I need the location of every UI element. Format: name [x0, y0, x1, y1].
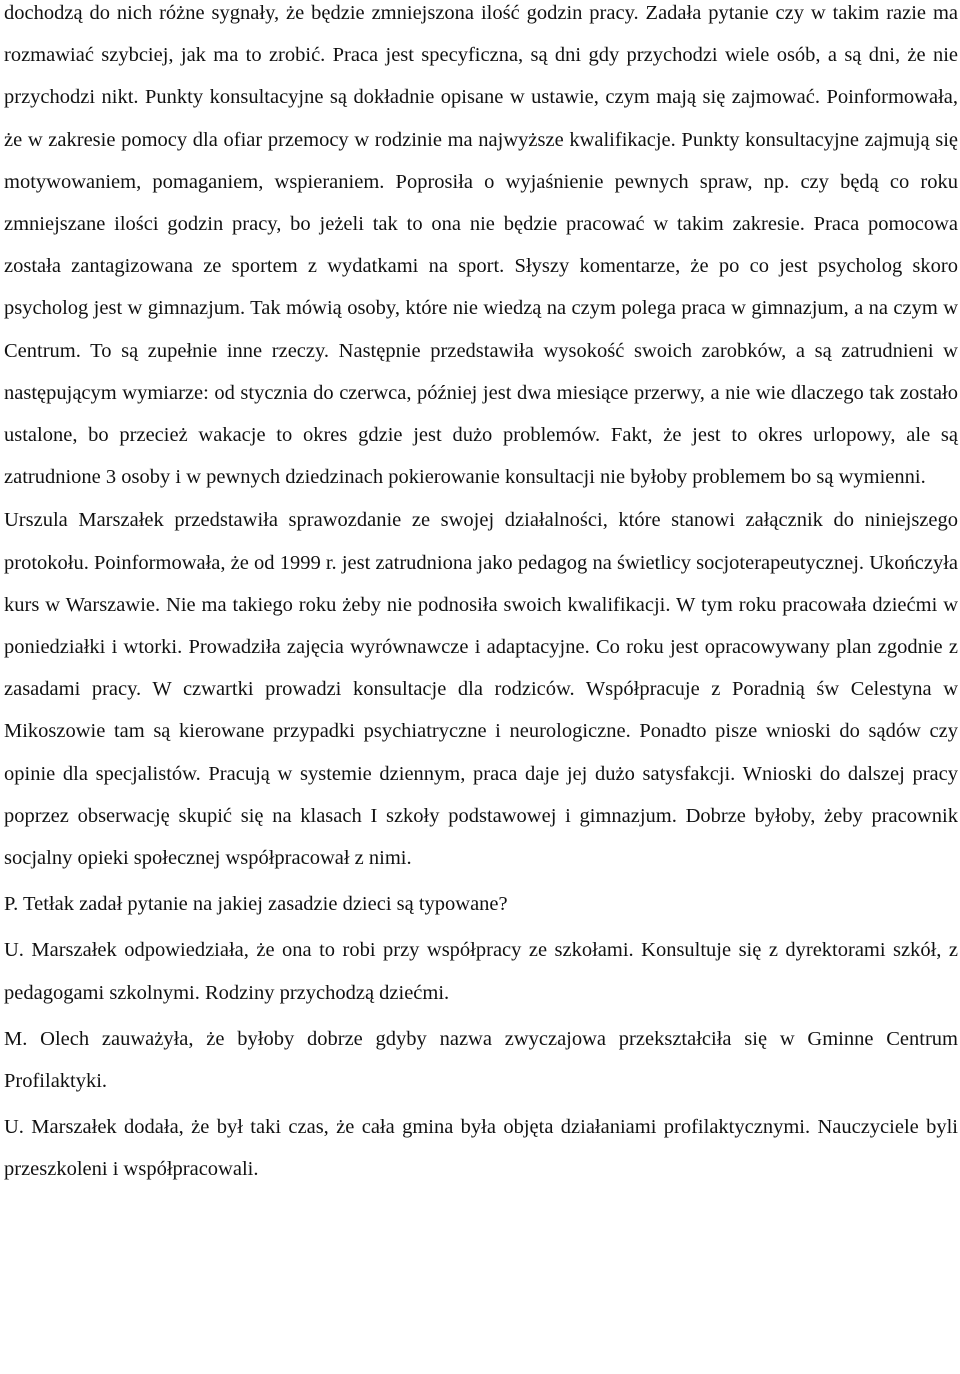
paragraph-psychologist-report: dochodzą do nich różne sygnały, że będzie zmniejszona ilość godzin pracy. Zadała pytanie czy w takim razie ma rozmawiać szybciej, jak ma to zrobić. Praca jest specyficzna, są dni gdy przychodzi wiele osób, a są dni, że nie przychodzi nikt. Punkty konsultacyjne są dokładnie opisane w ustawie, czym mają się zajmować. Poinformowała, że w zakresie pomocy dla ofiar przemocy w rodzinie ma najwyższe kwalifikacje. Punkty konsultacyjne zajmują się motywowaniem, pomaganiem, wspieraniem. Poprosiła o wyjaśnienie pewnych spraw, np. czy będą co roku zmniejszane ilości godzin pracy, bo jeżeli tak to ona nie będzie pracować w takim zakresie. Praca pomocowa została zantagizowana ze sportem z wydatkami na sport. Słyszy komentarze, że po co jest psycholog skoro psycholog jest w gimnazjum. Tak mówią osoby, które nie wiedzą na czym polega praca w gimnazjum, a na czym w Centrum. To są zupełnie inne rzeczy. Następnie przedstawiła wysokość swoich zarobków, a są zatrudnieni w następującym wymiarze: od stycznia do czerwca, później jest dwa miesiące przerwy, a nie wie dlaczego tak zostało ustalone, bo przecież wakacje to okres gdzie jest dużo problemów. Fakt, że jest to okres urlopowy, ale są zatrudnione 3 osoby i w pewnych dziedzinach pokierowanie konsultacji nie byłoby problemem bo są wymienni.	[4, 2, 958, 489]
document-page	[4, 0, 958, 1191]
paragraph-olech-remark: M. Olech zauważyła, że byłoby dobrze gdyby nazwa zwyczajowa przekształciła się w Gminne Centrum Profilaktyki.	[4, 1027, 958, 1093]
paragraph-tetlak-question: P. Tetłak zadał pytanie na jakiej zasadzie dzieci są typowane?	[4, 893, 508, 916]
paragraph-marszalek-report: Urszula Marszałek przedstawiła sprawozdanie ze swojej działalności, które stanowi załącznik do niniejszego protokołu. Poinformowała, że od 1999 r. jest zatrudniona jako pedagog na świetlicy socjoterapeutycznej. Ukończyła kurs w Warszawie. Nie ma takiego roku żeby nie podnosiła swoich kwalifikacji. W tym roku pracowała dziećmi w poniedziałki i wtorki. Prowadziła zajęcia wyrównawcze i adaptacyjne. Co roku jest opracowywany plan zgodnie z zasadami pracy. W czwartki prowadzi konsultacje dla rodziców. Współpracuje z Poradnią św Celestyna w Mikoszowie tam są kierowane przypadki psychiatryczne i neurologiczne. Ponadto pisze wnioski do sądów czy opinie dla specjalistów. Pracują w systemie dziennym, praca daje jej dużo satysfakcji. Wnioski do dalszej pracy poprzez obserwację skupić się na klasach I szkoły podstawowej i gimnazjum. Dobrze byłoby, żeby pracownik socjalny opieki społecznej współpracował z nimi.	[4, 509, 958, 870]
paragraph-marszalek-addition: U. Marszałek dodała, że był taki czas, że cała gmina była objęta działaniami profilaktycznymi. Nauczyciele byli przeszkoleni i współpracowali.	[4, 1116, 958, 1181]
paragraph-marszalek-answer: U. Marszałek odpowiedziała, że ona to robi przy współpracy ze szkołami. Konsultuje się z dyrektorami szkół, z pedagogami szkolnymi. Rodziny przychodzą dziećmi.	[4, 939, 958, 1004]
